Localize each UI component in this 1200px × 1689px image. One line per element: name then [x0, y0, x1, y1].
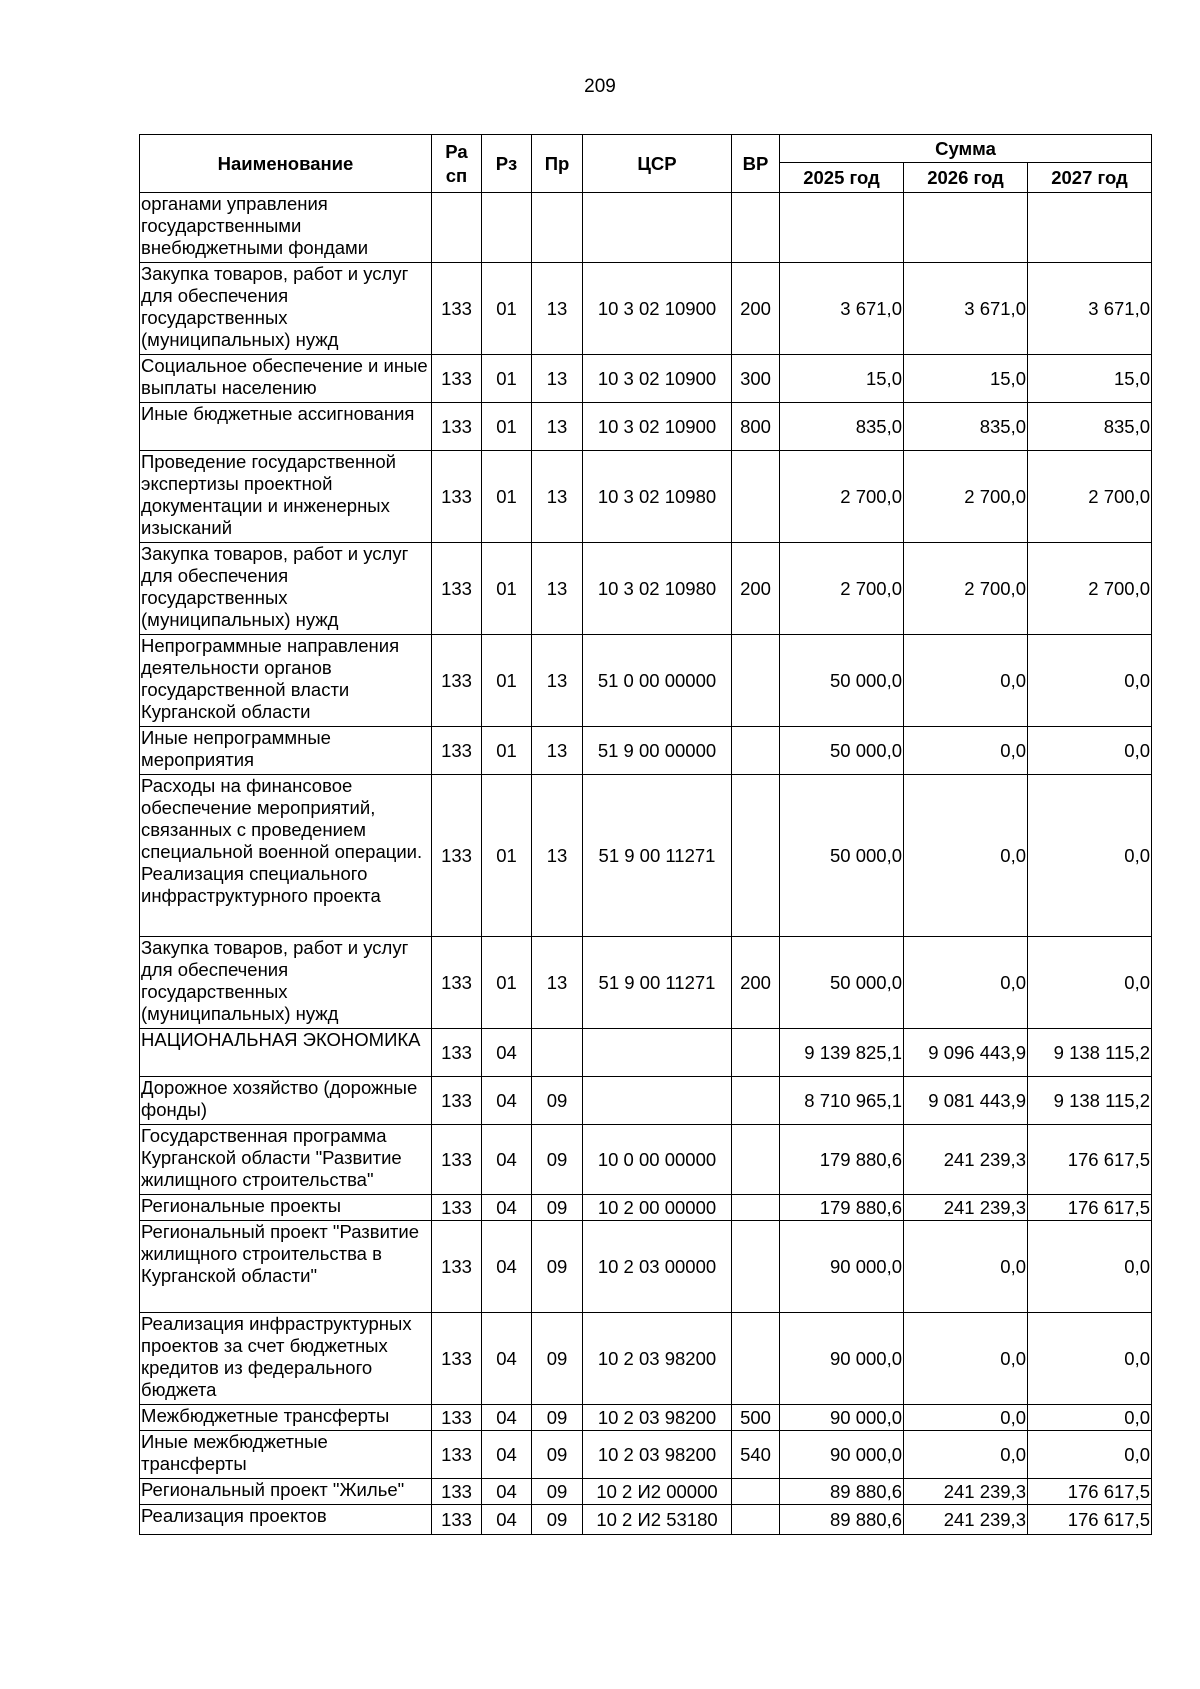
table-row	[140, 1221, 1152, 1313]
cell-amount-2026	[904, 193, 1028, 263]
cell-amount-2027: 2 700,0	[1028, 451, 1152, 543]
cell-rz: 04	[482, 1479, 532, 1505]
cell-name: Закупка товаров, работ и услуг для обеспечения государственных (муниципальных) нужд	[140, 263, 432, 355]
cell-amount-2025: 15,0	[780, 355, 904, 403]
table-row	[140, 1431, 1152, 1479]
cell-amount-2026: 0,0	[904, 1313, 1028, 1405]
cell-rasp: 133	[432, 355, 482, 403]
cell-name: Государственная программа Курганской области "Развитие жилищного строительства"	[140, 1125, 432, 1195]
cell-amount-2026: 3 671,0	[904, 263, 1028, 355]
table-row	[140, 543, 1152, 635]
cell-rz: 01	[482, 403, 532, 451]
cell-rasp: 133	[432, 1431, 482, 1479]
cell-name: Реализация проектов	[140, 1505, 432, 1535]
cell-rz: 04	[482, 1195, 532, 1221]
cell-amount-2025: 50 000,0	[780, 937, 904, 1029]
cell-rasp: 133	[432, 403, 482, 451]
cell-amount-2026: 0,0	[904, 775, 1028, 937]
cell-rasp: 133	[432, 1479, 482, 1505]
cell-amount-2027: 15,0	[1028, 355, 1152, 403]
cell-csr: 10 2 03 98200	[583, 1405, 732, 1431]
cell-amount-2027: 176 617,5	[1028, 1505, 1152, 1535]
cell-amount-2025: 50 000,0	[780, 727, 904, 775]
cell-vr	[732, 1125, 780, 1195]
cell-rasp: 133	[432, 1077, 482, 1125]
cell-rasp: 133	[432, 1405, 482, 1431]
cell-rasp: 133	[432, 1125, 482, 1195]
cell-name: Межбюджетные трансферты	[140, 1405, 432, 1431]
cell-amount-2025: 8 710 965,1	[780, 1077, 904, 1125]
cell-rasp: 133	[432, 1313, 482, 1405]
cell-rz: 01	[482, 263, 532, 355]
cell-rasp: 133	[432, 1029, 482, 1077]
cell-csr: 10 3 02 10980	[583, 543, 732, 635]
cell-name: Социальное обеспечение и иные выплаты населению	[140, 355, 432, 403]
header-year-2026: 2026 год	[904, 163, 1028, 193]
cell-csr	[583, 193, 732, 263]
cell-csr: 10 2 00 00000	[583, 1195, 732, 1221]
cell-csr: 51 9 00 11271	[583, 937, 732, 1029]
header-vr: ВР	[732, 135, 780, 193]
cell-name: Региональный проект "Жилье"	[140, 1479, 432, 1505]
cell-pr: 13	[532, 775, 583, 937]
cell-vr: 300	[732, 355, 780, 403]
cell-amount-2025: 3 671,0	[780, 263, 904, 355]
cell-pr: 09	[532, 1077, 583, 1125]
budget-table	[139, 134, 1152, 1535]
cell-rz: 01	[482, 937, 532, 1029]
cell-csr: 10 2 03 98200	[583, 1313, 732, 1405]
cell-vr	[732, 1505, 780, 1535]
cell-name: Региональные проекты	[140, 1195, 432, 1221]
table-row	[140, 263, 1152, 355]
header-rasp: Ра сп	[432, 135, 482, 193]
cell-csr: 10 0 00 00000	[583, 1125, 732, 1195]
cell-csr: 10 3 02 10900	[583, 403, 732, 451]
cell-amount-2025: 90 000,0	[780, 1405, 904, 1431]
cell-amount-2027	[1028, 193, 1152, 263]
cell-amount-2026: 9 096 443,9	[904, 1029, 1028, 1077]
cell-rasp: 133	[432, 543, 482, 635]
cell-rasp: 133	[432, 263, 482, 355]
cell-amount-2027: 0,0	[1028, 1431, 1152, 1479]
cell-amount-2025: 835,0	[780, 403, 904, 451]
cell-csr	[583, 1029, 732, 1077]
cell-amount-2027: 0,0	[1028, 727, 1152, 775]
cell-amount-2026: 241 239,3	[904, 1479, 1028, 1505]
page-number: 209	[584, 76, 616, 97]
cell-rasp: 133	[432, 1195, 482, 1221]
cell-amount-2026: 241 239,3	[904, 1125, 1028, 1195]
cell-amount-2026: 0,0	[904, 937, 1028, 1029]
cell-pr	[532, 193, 583, 263]
header-csr: ЦСР	[583, 135, 732, 193]
cell-amount-2025: 50 000,0	[780, 775, 904, 937]
cell-rz: 04	[482, 1077, 532, 1125]
cell-rasp: 133	[432, 1221, 482, 1313]
cell-name: Иные непрограммные мероприятия	[140, 727, 432, 775]
cell-pr: 09	[532, 1195, 583, 1221]
cell-pr: 09	[532, 1125, 583, 1195]
cell-csr: 10 3 02 10900	[583, 263, 732, 355]
cell-rz: 01	[482, 635, 532, 727]
table-header	[140, 135, 1152, 193]
cell-rz: 01	[482, 451, 532, 543]
table-row	[140, 193, 1152, 263]
cell-amount-2025: 89 880,6	[780, 1505, 904, 1535]
cell-amount-2027: 176 617,5	[1028, 1479, 1152, 1505]
table-row	[140, 937, 1152, 1029]
cell-amount-2027: 2 700,0	[1028, 543, 1152, 635]
cell-amount-2026: 0,0	[904, 635, 1028, 727]
cell-pr: 09	[532, 1505, 583, 1535]
cell-name: Реализация инфраструктурных проектов за счет бюджетных кредитов из федерального бюджета	[140, 1313, 432, 1405]
cell-rasp: 133	[432, 775, 482, 937]
cell-rz: 01	[482, 727, 532, 775]
cell-pr: 09	[532, 1431, 583, 1479]
cell-vr: 200	[732, 937, 780, 1029]
cell-amount-2026: 0,0	[904, 1405, 1028, 1431]
cell-name: Непрограммные направления деятельности органов государственной власти Курганской области	[140, 635, 432, 727]
cell-csr: 10 2 И2 00000	[583, 1479, 732, 1505]
cell-amount-2025: 2 700,0	[780, 543, 904, 635]
header-sum: Сумма	[780, 135, 1152, 163]
cell-amount-2027: 9 138 115,2	[1028, 1029, 1152, 1077]
cell-vr: 200	[732, 543, 780, 635]
table-row	[140, 1125, 1152, 1195]
cell-vr	[732, 1195, 780, 1221]
cell-rz: 01	[482, 543, 532, 635]
cell-pr: 13	[532, 355, 583, 403]
table-row	[140, 355, 1152, 403]
table-row	[140, 1405, 1152, 1431]
cell-rasp: 133	[432, 727, 482, 775]
cell-pr: 09	[532, 1405, 583, 1431]
header-name: Наименование	[140, 135, 432, 193]
cell-amount-2027: 0,0	[1028, 635, 1152, 727]
cell-amount-2025: 90 000,0	[780, 1221, 904, 1313]
cell-amount-2026: 2 700,0	[904, 451, 1028, 543]
cell-pr: 09	[532, 1221, 583, 1313]
cell-name: Региональный проект "Развитие жилищного строительства в Курганской области"	[140, 1221, 432, 1313]
cell-csr: 51 0 00 00000	[583, 635, 732, 727]
table-row	[140, 1029, 1152, 1077]
cell-name: НАЦИОНАЛЬНАЯ ЭКОНОМИКА	[140, 1029, 432, 1077]
cell-amount-2026: 0,0	[904, 1431, 1028, 1479]
cell-rz: 01	[482, 775, 532, 937]
cell-csr	[583, 1077, 732, 1125]
cell-amount-2025: 179 880,6	[780, 1125, 904, 1195]
cell-amount-2025: 179 880,6	[780, 1195, 904, 1221]
cell-csr: 10 3 02 10900	[583, 355, 732, 403]
cell-amount-2027: 0,0	[1028, 775, 1152, 937]
cell-vr	[732, 1077, 780, 1125]
cell-pr: 13	[532, 937, 583, 1029]
cell-amount-2027: 0,0	[1028, 1405, 1152, 1431]
cell-amount-2025: 9 139 825,1	[780, 1029, 904, 1077]
cell-vr	[732, 727, 780, 775]
cell-amount-2026: 2 700,0	[904, 543, 1028, 635]
cell-vr	[732, 1221, 780, 1313]
cell-pr: 09	[532, 1313, 583, 1405]
cell-vr: 200	[732, 263, 780, 355]
cell-name: Дорожное хозяйство (дорожные фонды)	[140, 1077, 432, 1125]
cell-pr: 13	[532, 263, 583, 355]
cell-name: органами управления государственными внебюджетными фондами	[140, 193, 432, 263]
cell-vr: 540	[732, 1431, 780, 1479]
cell-vr	[732, 193, 780, 263]
cell-rz: 04	[482, 1313, 532, 1405]
cell-vr	[732, 1479, 780, 1505]
cell-amount-2025: 50 000,0	[780, 635, 904, 727]
cell-rasp: 133	[432, 937, 482, 1029]
cell-rz: 04	[482, 1125, 532, 1195]
cell-amount-2027: 835,0	[1028, 403, 1152, 451]
cell-pr: 09	[532, 1479, 583, 1505]
cell-name: Иные межбюджетные трансферты	[140, 1431, 432, 1479]
cell-vr: 500	[732, 1405, 780, 1431]
table-row	[140, 1479, 1152, 1505]
table-body	[140, 193, 1152, 1535]
cell-pr: 13	[532, 543, 583, 635]
cell-csr: 10 2 И2 53180	[583, 1505, 732, 1535]
cell-rz: 01	[482, 355, 532, 403]
cell-rasp: 133	[432, 635, 482, 727]
cell-rz: 04	[482, 1431, 532, 1479]
cell-amount-2026: 241 239,3	[904, 1505, 1028, 1535]
cell-vr	[732, 635, 780, 727]
cell-amount-2025: 2 700,0	[780, 451, 904, 543]
cell-amount-2027: 0,0	[1028, 937, 1152, 1029]
cell-amount-2026: 0,0	[904, 727, 1028, 775]
cell-name: Закупка товаров, работ и услуг для обеспечения государственных (муниципальных) нужд	[140, 543, 432, 635]
cell-vr	[732, 775, 780, 937]
cell-amount-2026: 0,0	[904, 1221, 1028, 1313]
cell-vr	[732, 1313, 780, 1405]
cell-rz: 04	[482, 1029, 532, 1077]
cell-name: Закупка товаров, работ и услуг для обеспечения государственных (муниципальных) нужд	[140, 937, 432, 1029]
cell-name: Расходы на финансовое обеспечение мероприятий, связанных с проведением специальной военной операции. Реализация специального инфраструктурного проекта	[140, 775, 432, 937]
cell-amount-2027: 9 138 115,2	[1028, 1077, 1152, 1125]
cell-rz: 04	[482, 1505, 532, 1535]
cell-amount-2027: 0,0	[1028, 1221, 1152, 1313]
cell-name: Иные бюджетные ассигнования	[140, 403, 432, 451]
cell-csr: 10 2 03 98200	[583, 1431, 732, 1479]
cell-amount-2027: 0,0	[1028, 1313, 1152, 1405]
header-rz: Рз	[482, 135, 532, 193]
cell-amount-2026: 15,0	[904, 355, 1028, 403]
cell-vr	[732, 451, 780, 543]
table-row	[140, 635, 1152, 727]
cell-pr: 13	[532, 403, 583, 451]
cell-amount-2027: 3 671,0	[1028, 263, 1152, 355]
cell-csr: 10 3 02 10980	[583, 451, 732, 543]
cell-amount-2027: 176 617,5	[1028, 1195, 1152, 1221]
header-pr: Пр	[532, 135, 583, 193]
cell-amount-2025: 89 880,6	[780, 1479, 904, 1505]
cell-amount-2026: 9 081 443,9	[904, 1077, 1028, 1125]
table-row	[140, 1077, 1152, 1125]
cell-pr: 13	[532, 635, 583, 727]
table-row	[140, 1505, 1152, 1535]
cell-amount-2026: 835,0	[904, 403, 1028, 451]
cell-rasp	[432, 193, 482, 263]
cell-rasp: 133	[432, 1505, 482, 1535]
cell-name: Проведение государственной экспертизы проектной документации и инженерных изысканий	[140, 451, 432, 543]
cell-amount-2026: 241 239,3	[904, 1195, 1028, 1221]
header-year-2027: 2027 год	[1028, 163, 1152, 193]
cell-amount-2025: 90 000,0	[780, 1313, 904, 1405]
header-year-2025: 2025 год	[780, 163, 904, 193]
cell-vr	[732, 1029, 780, 1077]
table-row	[140, 451, 1152, 543]
cell-pr: 13	[532, 451, 583, 543]
table-row	[140, 1195, 1152, 1221]
cell-csr: 10 2 03 00000	[583, 1221, 732, 1313]
cell-rz	[482, 193, 532, 263]
cell-amount-2027: 176 617,5	[1028, 1125, 1152, 1195]
cell-pr: 13	[532, 727, 583, 775]
cell-vr: 800	[732, 403, 780, 451]
table-row	[140, 775, 1152, 937]
cell-rasp: 133	[432, 451, 482, 543]
table-row	[140, 1313, 1152, 1405]
cell-csr: 51 9 00 11271	[583, 775, 732, 937]
cell-amount-2025	[780, 193, 904, 263]
cell-rz: 04	[482, 1405, 532, 1431]
cell-rz: 04	[482, 1221, 532, 1313]
table-row	[140, 403, 1152, 451]
cell-amount-2025: 90 000,0	[780, 1431, 904, 1479]
cell-pr	[532, 1029, 583, 1077]
table-row	[140, 727, 1152, 775]
cell-csr: 51 9 00 00000	[583, 727, 732, 775]
